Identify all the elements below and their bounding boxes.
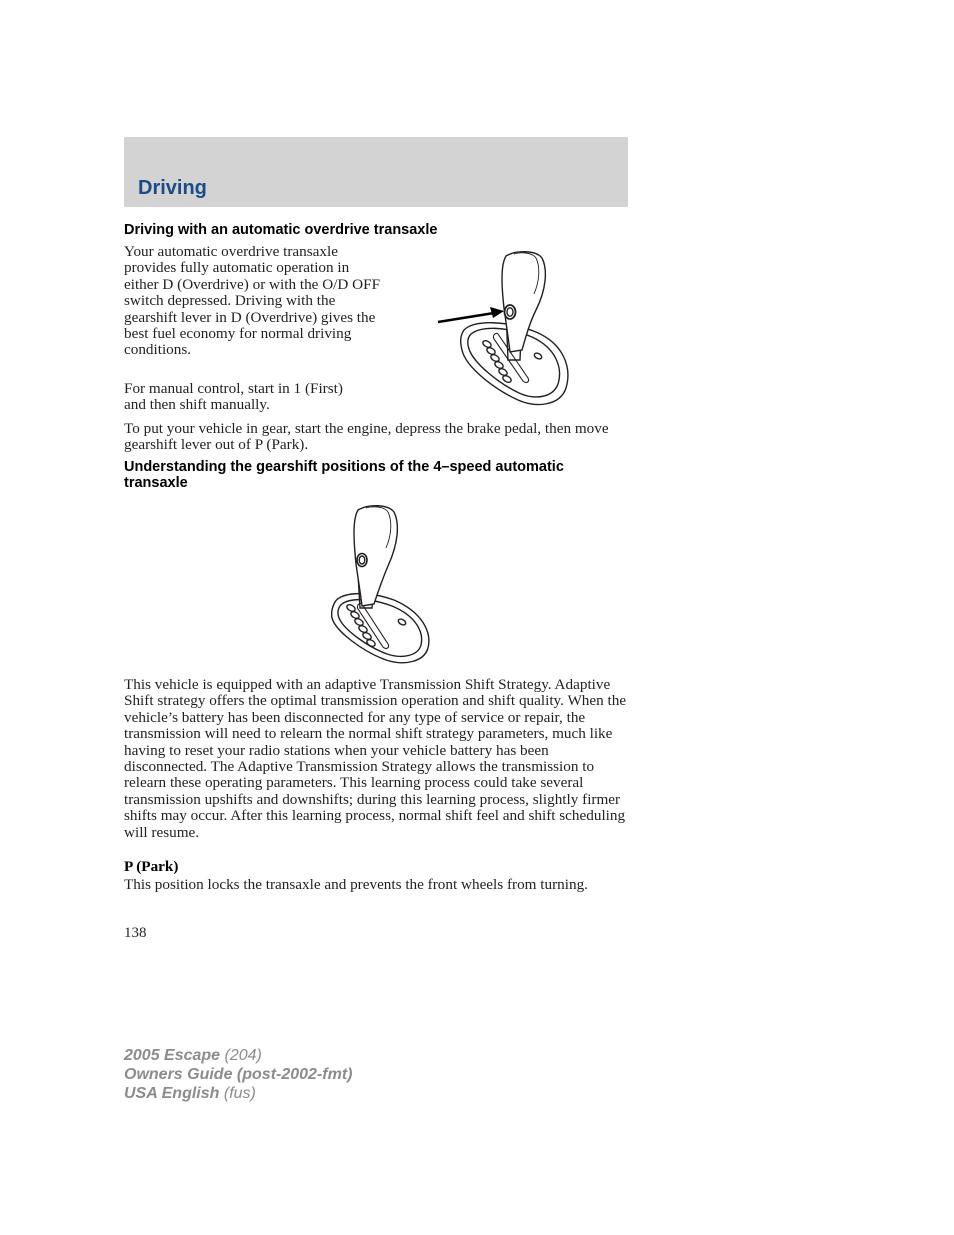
gearshift-lever-with-od-off-button-icon bbox=[436, 250, 576, 408]
footer-line-1 bbox=[124, 1046, 352, 1065]
adaptive-strategy-paragraph: This vehicle is equipped with an adaptive Transmission Shift Strategy. Adaptive Shift strategy offers the optimal transmission operation and shift quality. When the vehicle’s battery has been disconnected for any type of service or repair, the transmission will need to relearn the normal shift strategy parameters, much like having to reset your radio stations when your vehicle battery has been disconnected. The Adaptive Transmission Strategy allows the transmission to relearn these operating parameters. This learning process could take several transmission upshifts and downshifts; during this learning process, slightly firmer shifts may occur. After this learning process, normal shift feel and shift scheduling will resume. bbox=[124, 676, 627, 841]
park-description: This position locks the transaxle and prevents the front wheels from turning. bbox=[124, 876, 588, 893]
footer-line-2 bbox=[124, 1065, 352, 1084]
footer-model-code: (204) bbox=[224, 1047, 262, 1064]
subsection-heading-gearshift-positions: Understanding the gearshift positions of the 4–speed automatic transaxle bbox=[124, 459, 564, 491]
footer-language: USA English bbox=[124, 1085, 220, 1102]
document-footer bbox=[124, 1046, 352, 1103]
overdrive-paragraph: Your automatic overdrive transaxle provides fully automatic operation in either D (Overdrive) or with the O/D OFF switch depressed. Driving with the gearshift lever in D (Overdrive) gives the best fuel economy for normal driving conditions. bbox=[124, 243, 381, 359]
section-title: Driving bbox=[138, 177, 207, 199]
footer-model: 2005 Escape bbox=[124, 1047, 221, 1064]
page-number: 138 bbox=[124, 925, 147, 941]
footer-line-3 bbox=[124, 1084, 352, 1103]
section-header-band bbox=[124, 137, 628, 207]
gearshift-od-off-figure bbox=[436, 250, 576, 408]
footer-guide: Owners Guide (post-2002-fmt) bbox=[124, 1066, 353, 1083]
manual-control-paragraph: For manual control, start in 1 (First) and then shift manually. bbox=[124, 380, 343, 414]
put-in-gear-paragraph: To put your vehicle in gear, start the engine, depress the brake pedal, then move gearshift lever out of P (Park). bbox=[124, 420, 609, 454]
subsection-heading-overdrive: Driving with an automatic overdrive transaxle bbox=[124, 222, 438, 238]
gearshift-lever-figure bbox=[326, 504, 434, 666]
gearshift-lever-icon bbox=[326, 504, 434, 666]
park-label: P (Park) bbox=[124, 858, 179, 875]
footer-language-code: (fus) bbox=[223, 1085, 256, 1102]
